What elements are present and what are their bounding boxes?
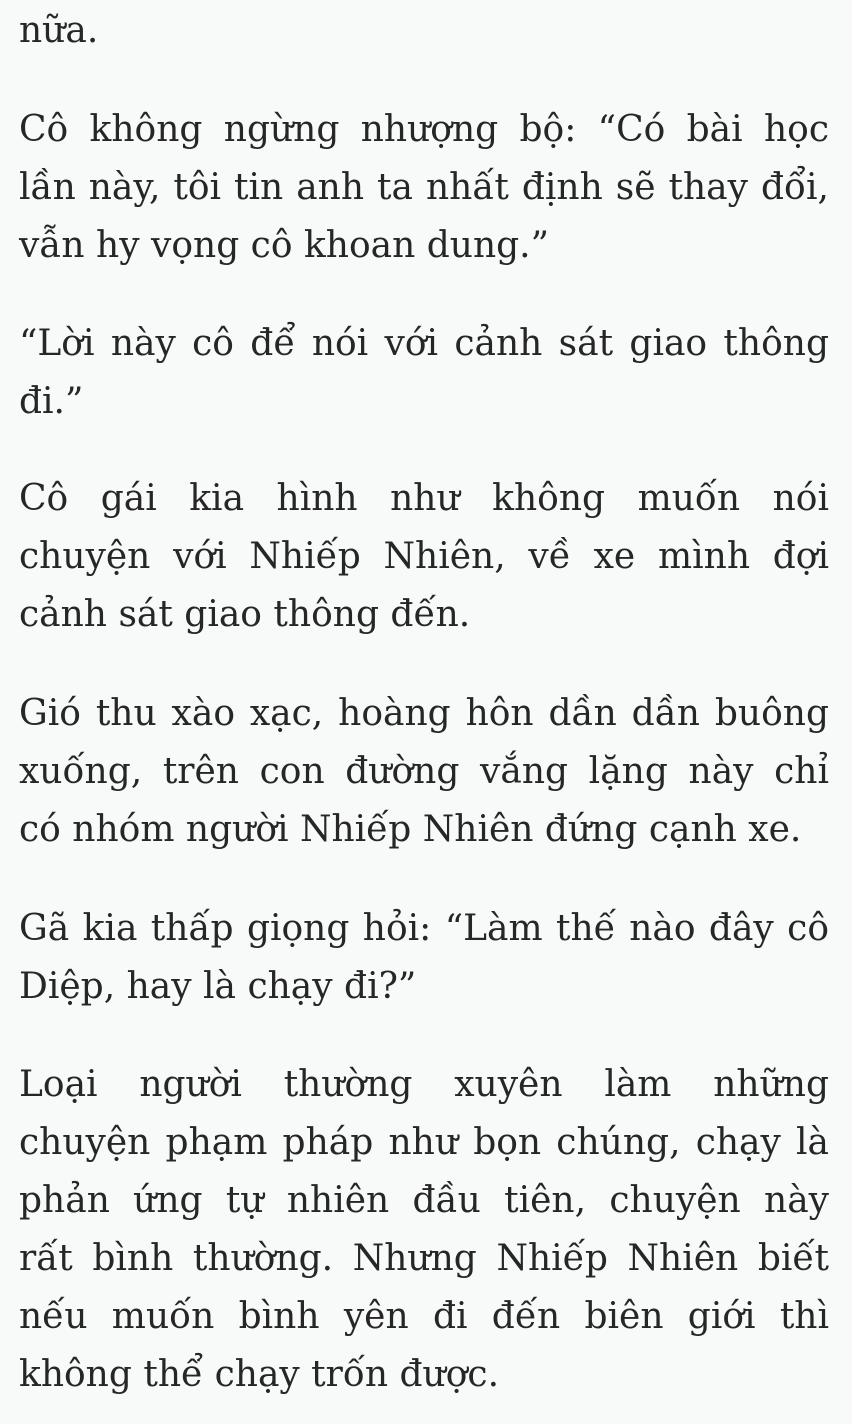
- text-line: chuyện phạm pháp như bọn chúng, chạy là: [19, 1122, 829, 1163]
- text-line: đi.”: [19, 381, 84, 422]
- text-line: lần này, tôi tin anh ta nhất định sẽ thay đổi,: [19, 167, 829, 208]
- text-line: Cô gái kia hình như không muốn nói: [19, 478, 829, 519]
- text-line: cảnh sát giao thông đến.: [19, 594, 471, 635]
- text-line: nữa.: [19, 10, 99, 51]
- text-line: chuyện với Nhiếp Nhiên, về xe mình đợi: [19, 536, 829, 577]
- text-line: Diệp, hay là chạy đi?”: [19, 966, 417, 1007]
- text-line: có nhóm người Nhiếp Nhiên đứng cạnh xe.: [19, 809, 802, 850]
- text-line: phản ứng tự nhiên đầu tiên, chuyện này: [19, 1180, 829, 1221]
- text-line: Gã kia thấp giọng hỏi: “Làm thế nào đây cô: [19, 908, 829, 949]
- text-line: Gió thu xào xạc, hoàng hôn dần dần buông: [19, 693, 829, 734]
- text-line: xuống, trên con đường vắng lặng này chỉ: [19, 751, 829, 792]
- text-line: vẫn hy vọng cô khoan dung.”: [19, 225, 550, 266]
- text-line: không thể chạy trốn được.: [19, 1354, 500, 1395]
- text-line: Cô không ngừng nhượng bộ: “Có bài học: [19, 109, 829, 150]
- text-line: nếu muốn bình yên đi đến biên giới thì: [19, 1296, 829, 1337]
- text-line: “Lời này cô để nói với cảnh sát giao thông: [19, 323, 829, 364]
- text-line: rất bình thường. Nhưng Nhiếp Nhiên biết: [19, 1238, 829, 1279]
- text-line: Loại người thường xuyên làm những: [19, 1064, 829, 1105]
